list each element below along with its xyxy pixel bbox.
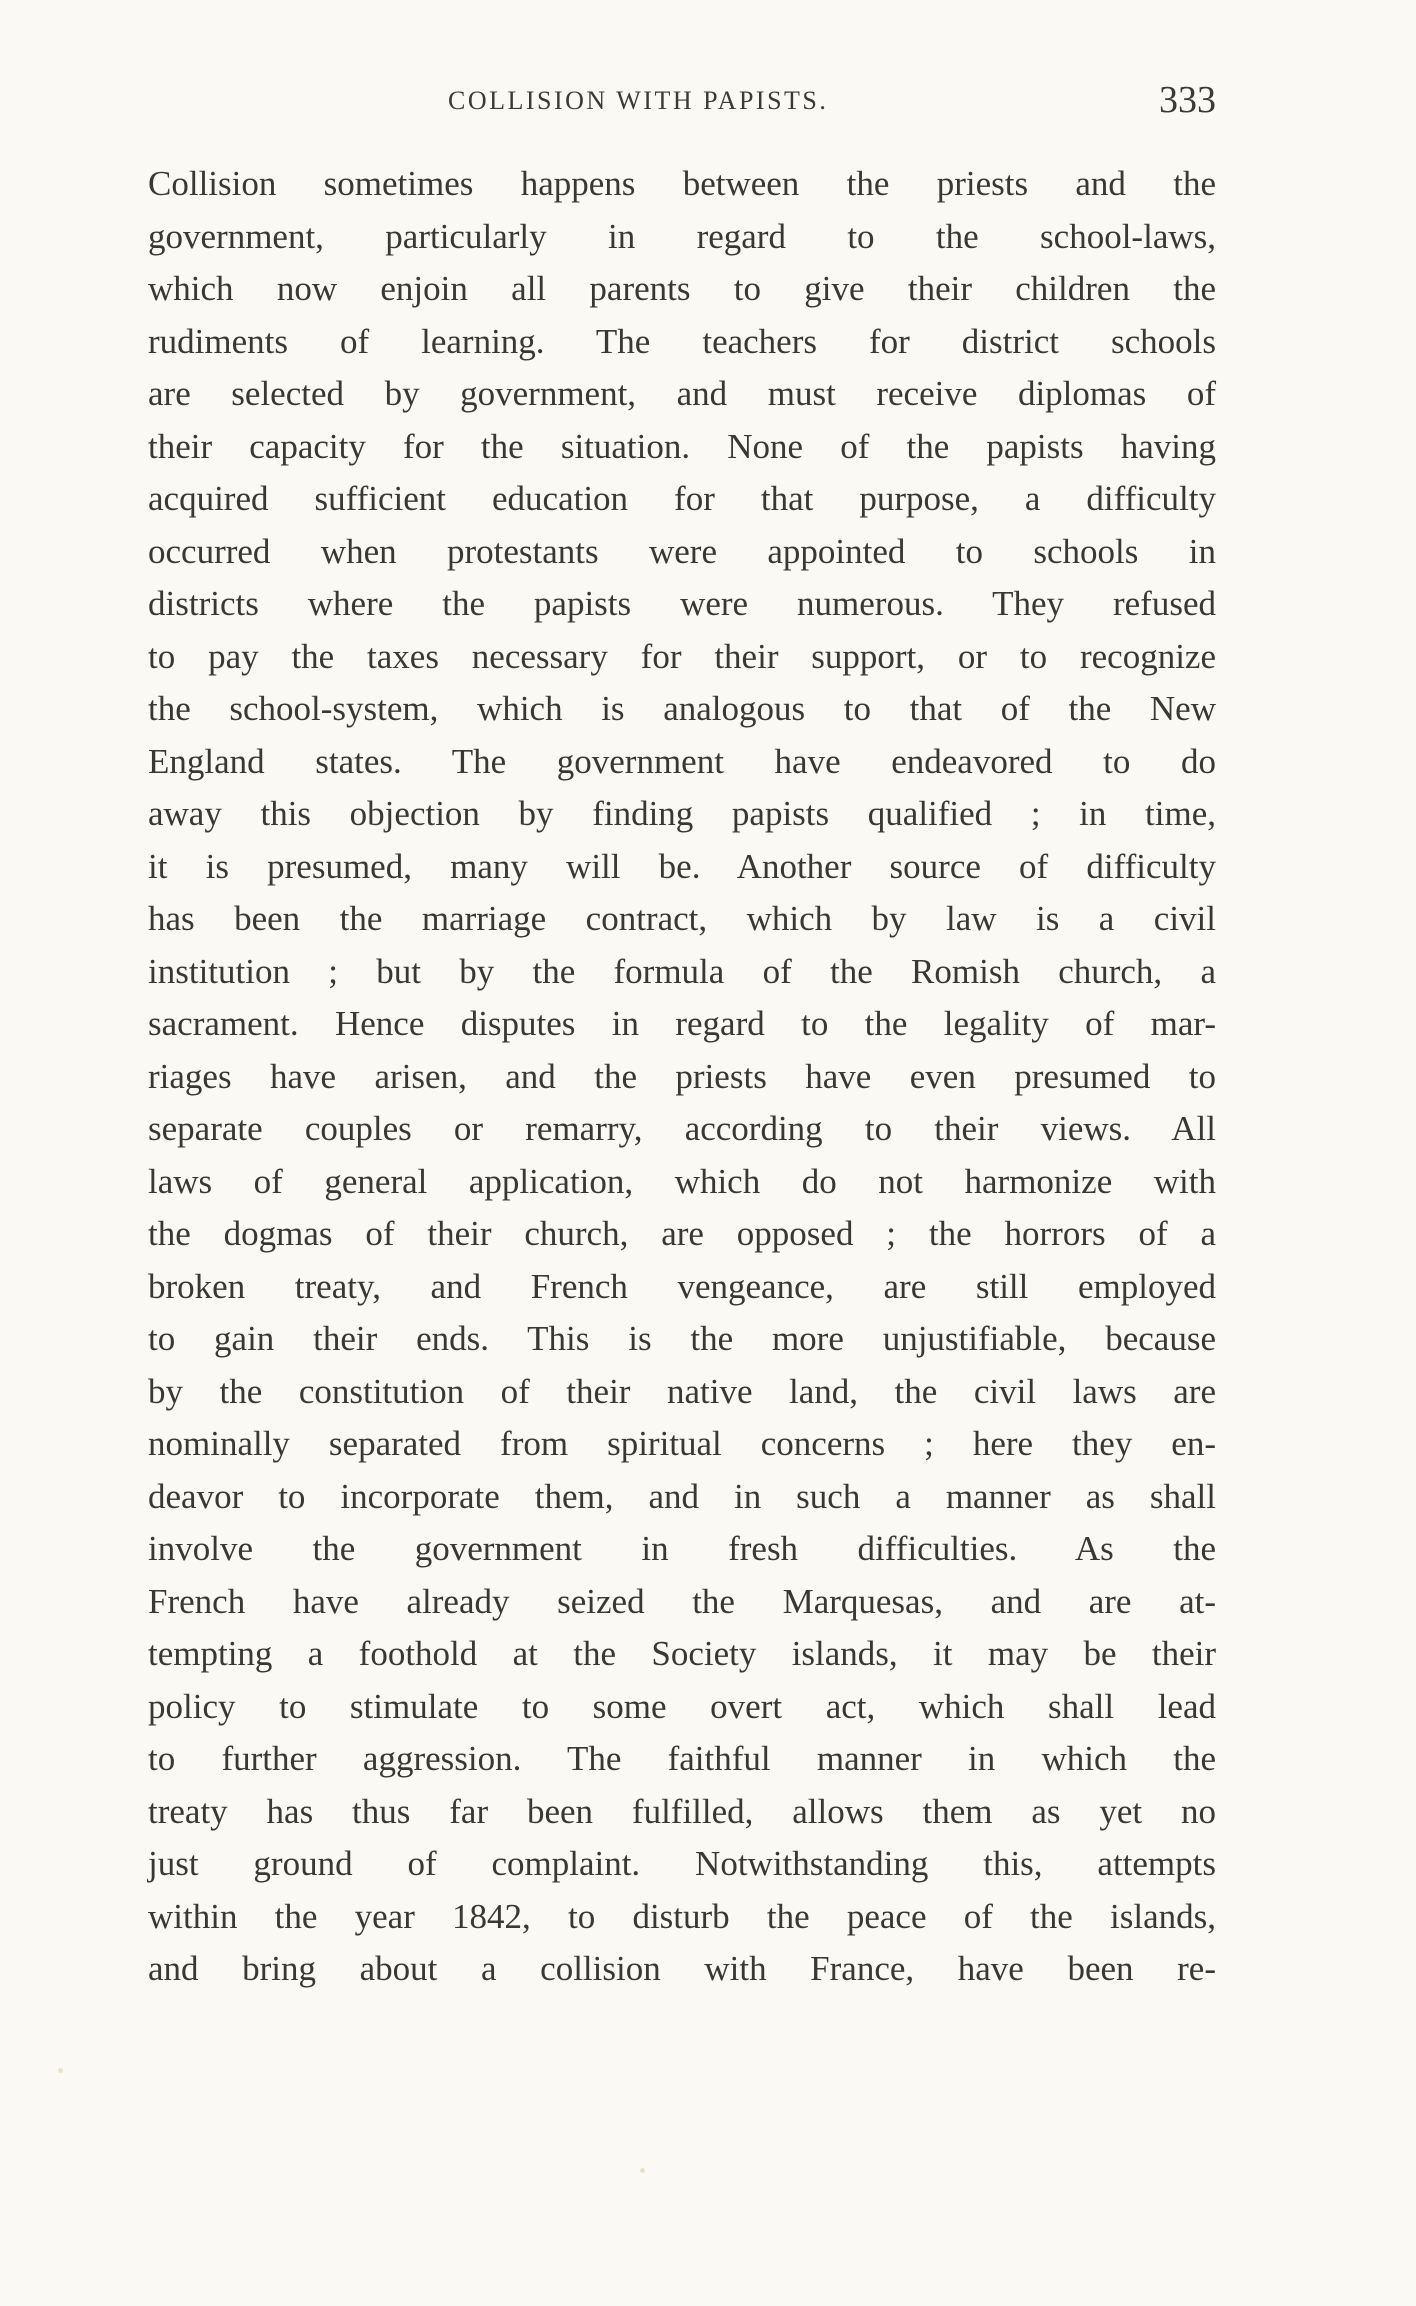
- text-line: nominally separated from spiritual concerns ; here they en-: [148, 1424, 1216, 1463]
- text-line: by the constitution of their native land, the civil laws are: [148, 1371, 1216, 1411]
- text-line: laws of general application, which do not harmonize with: [148, 1161, 1216, 1201]
- text-line: treaty has thus far been fulfilled, allows them as yet no: [148, 1791, 1216, 1831]
- text-line: deavor to incorporate them, and in such a manner as shall: [148, 1476, 1216, 1516]
- text-line: occurred when protestants were appointed to schools in: [148, 531, 1216, 571]
- text-line: involve the government in fresh difficulties. As the: [148, 1529, 1216, 1568]
- text-line: and bring about a collision with France, have been re-: [148, 1949, 1216, 1988]
- text-line: it is presumed, many will be. Another source of difficulty: [148, 846, 1216, 886]
- text-line: districts where the papists were numerous. They refused: [148, 584, 1216, 623]
- text-line: which now enjoin all parents to give their children the: [148, 269, 1216, 308]
- running-head: [148, 78, 1216, 126]
- paper-speck: [640, 2168, 645, 2173]
- text-line: to further aggression. The faithful manner in which the: [148, 1739, 1216, 1778]
- body-text: [148, 158, 1216, 1996]
- text-line: within the year 1842, to disturb the peace of the islands,: [148, 1896, 1216, 1936]
- running-title: COLLISION WITH PAPISTS.: [448, 86, 829, 115]
- text-line: separate couples or remarry, according to their views. All: [148, 1109, 1216, 1148]
- text-line: has been the marriage contract, which by law is a civil: [148, 899, 1216, 938]
- text-line: rudiments of learning. The teachers for district schools: [148, 321, 1216, 361]
- text-line: riages have arisen, and the priests have even presumed to: [148, 1056, 1216, 1096]
- text-line: are selected by government, and must receive diplomas of: [148, 374, 1216, 413]
- text-line: the dogmas of their church, are opposed ; the horrors of a: [148, 1214, 1216, 1253]
- text-line: policy to stimulate to some overt act, which shall lead: [148, 1686, 1216, 1726]
- text-line: just ground of complaint. Notwithstanding this, attempts: [148, 1844, 1216, 1883]
- text-line: to gain their ends. This is the more unjustifiable, because: [148, 1319, 1216, 1358]
- text-line: their capacity for the situation. None of the papists having: [148, 426, 1216, 466]
- page-number: 333: [1159, 79, 1216, 121]
- text-line: Collision sometimes happens between the priests and the: [148, 164, 1216, 203]
- text-line: acquired sufficient education for that purpose, a difficulty: [148, 479, 1216, 518]
- text-line: away this objection by finding papists qualified ; in time,: [148, 794, 1216, 833]
- text-line: government, particularly in regard to the school-laws,: [148, 216, 1216, 256]
- text-line: England states. The government have endeavored to do: [148, 741, 1216, 781]
- text-line: broken treaty, and French vengeance, are still employed: [148, 1266, 1216, 1306]
- text-line: tempting a foothold at the Society islands, it may be their: [148, 1634, 1216, 1673]
- text-line: to pay the taxes necessary for their support, or to recognize: [148, 636, 1216, 676]
- paper-speck: [58, 2068, 63, 2073]
- text-line: the school-system, which is analogous to that of the New: [148, 689, 1216, 728]
- text-line: sacrament. Hence disputes in regard to the legality of mar-: [148, 1004, 1216, 1043]
- text-line: French have already seized the Marquesas, and are at-: [148, 1581, 1216, 1621]
- text-line: institution ; but by the formula of the Romish church, a: [148, 951, 1216, 991]
